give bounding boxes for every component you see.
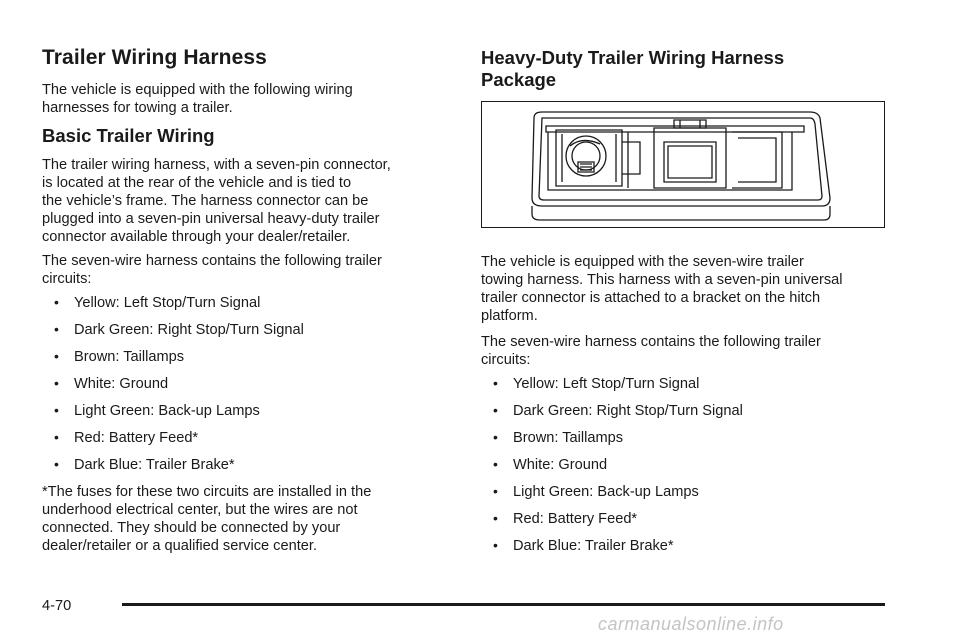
- basic-para1-line-1: The trailer wiring harness, with a seven-pin connector,: [42, 157, 391, 173]
- bullet-icon: •: [493, 402, 498, 418]
- heavy-para1-line-3: trailer connector is attached to a bracket on the hitch: [481, 290, 821, 306]
- connector-drawing: [482, 102, 883, 226]
- basic-para1-line-4: plugged into a seven-pin universal heavy-duty trailer: [42, 211, 380, 227]
- basic-wiring-paragraph: [42, 156, 442, 246]
- list-item: • Red: Battery Feed*: [493, 510, 638, 527]
- basic-para1-line-2: is located at the rear of the vehicle and is tied to: [42, 175, 352, 191]
- basic-para2-line-1: The seven-wire harness contains the following trailer: [42, 253, 382, 269]
- note-line-1: *The fuses for these two circuits are installed in the: [42, 484, 372, 500]
- note-line-2: underhood electrical center, but the wires are not: [42, 502, 358, 518]
- list-item: • Brown: Taillamps: [54, 348, 185, 365]
- intro-line-1: The vehicle is equipped with the following wiring: [42, 82, 353, 98]
- heavy-heading-line-2: Package: [481, 69, 557, 90]
- page-number: 4-70: [42, 598, 72, 614]
- bullet-icon: •: [54, 375, 59, 391]
- footer-divider: [122, 603, 885, 606]
- list-item: • Dark Blue: Trailer Brake*: [54, 456, 235, 473]
- list-item: • Dark Blue: Trailer Brake*: [493, 537, 674, 554]
- intro-text: [42, 81, 442, 117]
- heavy-circuits-intro: [481, 333, 886, 369]
- note-line-3: connected. They should be connected by your: [42, 520, 341, 536]
- heavy-para2-line-2: circuits:: [481, 352, 531, 368]
- bullet-icon: •: [493, 483, 498, 499]
- heavy-circuit-list: [481, 375, 743, 564]
- list-item: • Light Green: Back-up Lamps: [54, 402, 260, 419]
- bullet-icon: •: [54, 429, 59, 445]
- list-item: • Dark Green: Right Stop/Turn Signal: [54, 321, 304, 338]
- bullet-icon: •: [54, 348, 59, 364]
- basic-wiring-heading: Basic Trailer Wiring: [42, 125, 215, 146]
- heavy-para1-line-4: platform.: [481, 308, 538, 324]
- basic-para1-line-3: the vehicle’s frame. The harness connector can be: [42, 193, 369, 209]
- bullet-icon: •: [493, 456, 498, 472]
- fuse-note: [42, 483, 442, 555]
- list-item: • Dark Green: Right Stop/Turn Signal: [493, 402, 743, 419]
- bullet-icon: •: [493, 510, 498, 526]
- list-item: • Red: Battery Feed*: [54, 429, 199, 446]
- bullet-icon: •: [493, 429, 498, 445]
- basic-para1-line-5: connector available through your dealer/retailer.: [42, 229, 351, 245]
- trailer-connector-illustration: [481, 101, 885, 228]
- basic-circuits-intro: [42, 252, 442, 288]
- bullet-icon: •: [54, 294, 59, 310]
- list-item: • Yellow: Left Stop/Turn Signal: [54, 294, 261, 311]
- heavy-para1-line-2: towing harness. This harness with a seven-pin universal: [481, 272, 843, 288]
- heavy-para2-line-1: The seven-wire harness contains the following trailer: [481, 334, 821, 350]
- list-item: • Light Green: Back-up Lamps: [493, 483, 699, 500]
- basic-para2-line-2: circuits:: [42, 271, 92, 287]
- heavy-heading-line-1: Heavy-Duty Trailer Wiring Harness: [481, 47, 785, 68]
- bullet-icon: •: [493, 375, 498, 391]
- heavy-para1-line-1: The vehicle is equipped with the seven-wire trailer: [481, 254, 804, 270]
- watermark-text: carmanualsonline.info: [598, 614, 784, 634]
- list-item: • Brown: Taillamps: [493, 429, 624, 446]
- list-item: • White: Ground: [493, 456, 608, 473]
- list-item: • White: Ground: [54, 375, 169, 392]
- basic-circuit-list: [42, 294, 304, 483]
- heavy-duty-heading: [481, 47, 784, 91]
- intro-line-2: harnesses for towing a trailer.: [42, 100, 233, 116]
- bullet-icon: •: [54, 321, 59, 337]
- bullet-icon: •: [54, 402, 59, 418]
- bullet-icon: •: [54, 456, 59, 472]
- bullet-icon: •: [493, 537, 498, 553]
- note-line-4: dealer/retailer or a qualified service center.: [42, 538, 317, 554]
- page-title: Trailer Wiring Harness: [42, 46, 267, 69]
- list-item: • Yellow: Left Stop/Turn Signal: [493, 375, 700, 392]
- heavy-duty-paragraph: [481, 253, 886, 325]
